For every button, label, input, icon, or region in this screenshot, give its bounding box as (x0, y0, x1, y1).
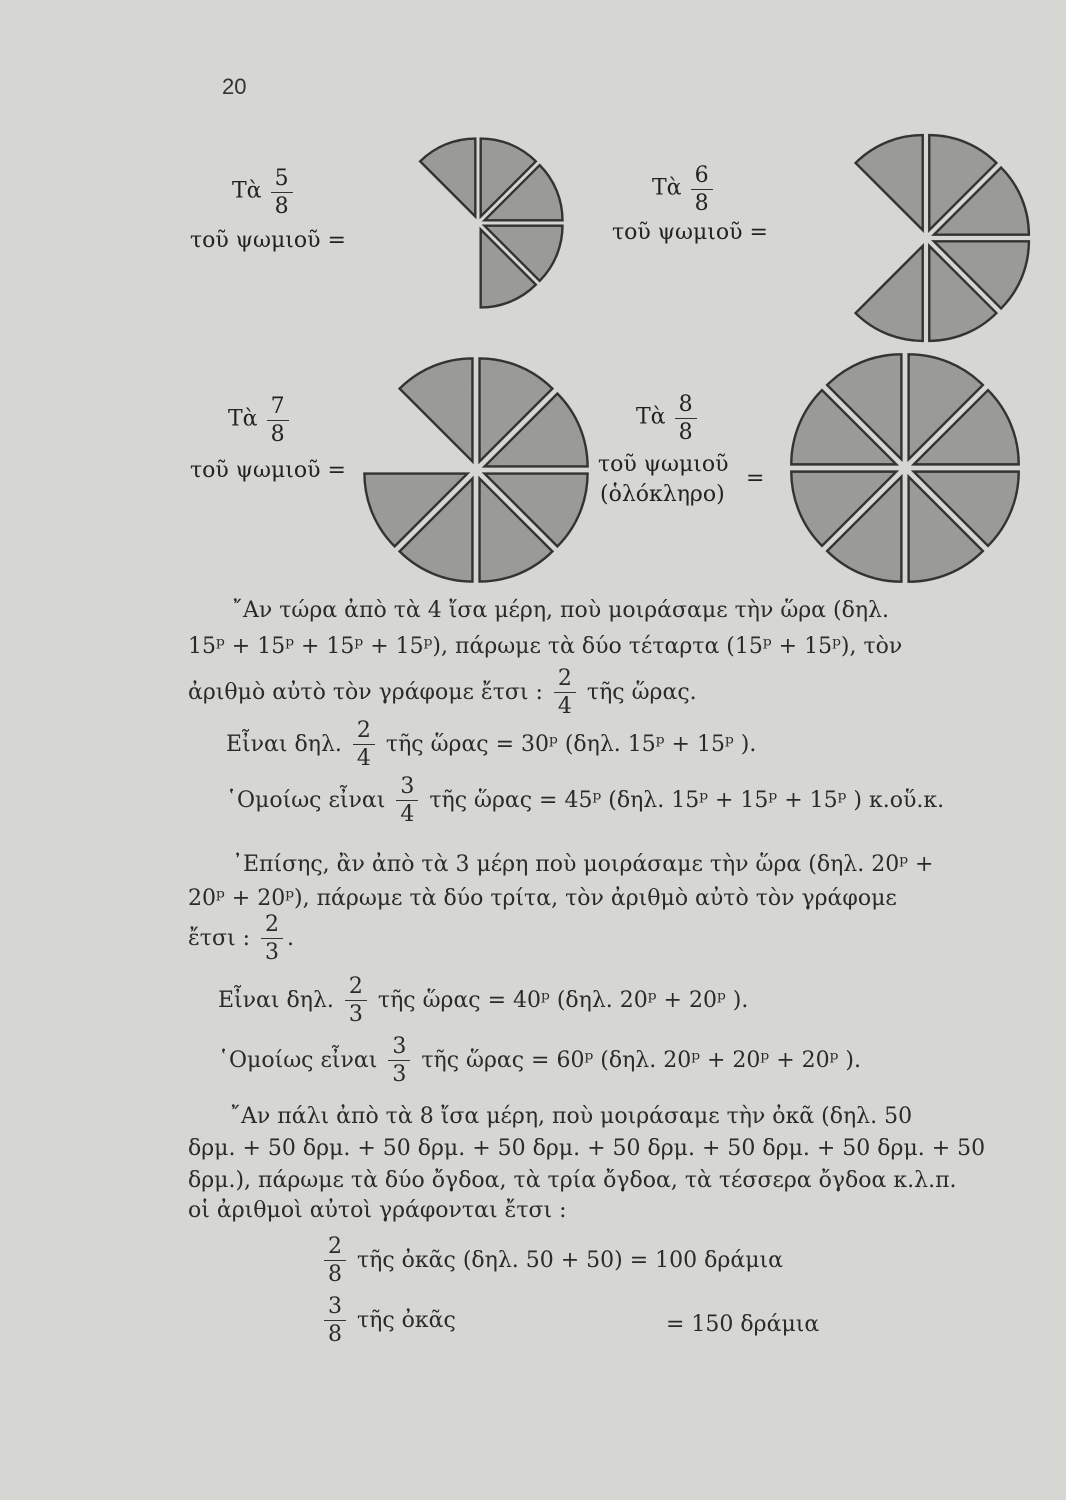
fraction-numerator: 2 (261, 914, 283, 939)
para2-line3-text: ἔτσι : (188, 926, 251, 951)
fraction-denominator: 8 (678, 420, 693, 445)
fraction (396, 776, 418, 826)
para3-line1: ῎Αν πάλι ἀπὸ τὰ 8 ἴσα μέρη, ποὺ μοιράσαμε τὴν ὀκᾶ (δηλ. 50 (230, 1104, 913, 1129)
equation-3 (218, 976, 748, 1026)
para3-line3: δρμ.), πάρωμε τὰ δύο ὄγδοα, τὰ τρία ὄγδοα, τὰ τέσσερα ὄγδοα κ.λ.π. (188, 1168, 957, 1193)
fraction-numerator: 6 (691, 165, 713, 190)
fraction-denominator: 8 (328, 1322, 342, 1347)
eq2-rest: τῆς ὥρας = 45ᵖ (δηλ. 15ᵖ + 15ᵖ + 15ᵖ ) κ.οὕ.κ. (429, 788, 945, 813)
eq1-rest: τῆς ὥρας = 30ᵖ (δηλ. 15ᵖ + 15ᵖ ). (385, 732, 757, 757)
fraction-numerator: 3 (388, 1036, 410, 1061)
caption-text: τοῦ ψωμιοῦ (190, 228, 321, 253)
fraction-numerator: 2 (353, 720, 375, 745)
eq5-rest: τῆς ὀκᾶς (δηλ. 50 + 50) = 100 δράμια (357, 1248, 783, 1273)
para2-line2: 20ᵖ + 20ᵖ), πάρωμε τὰ δύο τρίτα, τὸν ἀριθμὸ αὐτὸ τὸν γράφομε (188, 886, 897, 911)
eq2-prefix: ῾Ομοίως εἶναι (226, 788, 386, 813)
para1-line3-end: τῆς ὥρας. (586, 680, 697, 705)
caption-text-whole: (ὁλόκληρο) (600, 482, 725, 507)
fraction (345, 976, 367, 1026)
para2-line1: ᾿Επίσης, ἂν ἀπὸ τὰ 3 μέρη ποὺ μοιράσαμε τὴν ὥρα (δηλ. 20ᵖ + (232, 852, 934, 877)
eq4-rest: τῆς ὥρας = 60ᵖ (δηλ. 20ᵖ + 20ᵖ + 20ᵖ ). (421, 1048, 861, 1073)
equals-sign: = (746, 466, 765, 491)
label-ta: Τὰ (232, 178, 262, 204)
fraction-numerator: 7 (267, 396, 289, 421)
eq3-rest: τῆς ὥρας = 40ᵖ (δηλ. 20ᵖ + 20ᵖ ). (377, 988, 749, 1013)
fraction-denominator: 8 (328, 1262, 342, 1287)
para2-line3: ἔτσι : $\frac{2}{3}$ . (188, 912, 295, 965)
para1-line3 (188, 668, 697, 718)
equals-sign: = (749, 220, 768, 245)
caption-text: τοῦ ψωμιοῦ (612, 220, 743, 245)
fraction-denominator: 4 (400, 802, 415, 827)
caption-text: τοῦ ψωμιοῦ (598, 452, 729, 477)
fraction (353, 720, 375, 770)
equals-sign: = (327, 228, 346, 253)
label-ta: Τὰ (636, 404, 666, 430)
fraction-numerator: 3 (396, 776, 418, 801)
fraction-numerator: 2 (554, 668, 576, 693)
fraction-denominator: 8 (274, 194, 289, 219)
eq6-rest: τῆς ὀκᾶς (357, 1308, 456, 1333)
fraction-denominator: 4 (356, 746, 371, 771)
fraction (554, 668, 576, 718)
fraction-numerator: 5 (271, 168, 293, 193)
fraction-denominator: 3 (392, 1062, 407, 1087)
fraction-numerator: 3 (324, 1296, 346, 1321)
equation-6 (320, 1296, 456, 1346)
label-ta: Τὰ (228, 406, 258, 432)
fraction (324, 1236, 346, 1286)
fraction (324, 1296, 346, 1346)
eq4-prefix: ῾Ομοίως εἶναι (218, 1048, 378, 1073)
equation-4 (218, 1036, 861, 1086)
equals-sign: = (327, 458, 346, 483)
fraction-denominator: 3 (265, 940, 280, 965)
para3-line2: δρμ. + 50 δρμ. + 50 δρμ. + 50 δρμ. + 50 δρμ. + 50 δρμ. + 50 δρμ. + 50 (188, 1136, 986, 1161)
para1-line1: ῎Αν τώρα ἀπὸ τὰ 4 ἴσα μέρη, ποὺ μοιράσαμε τὴν ὥρα (δηλ. (232, 598, 889, 623)
fraction (388, 1036, 410, 1086)
fraction-denominator: 8 (694, 191, 709, 216)
para1-line2: 15ᵖ + 15ᵖ + 15ᵖ + 15ᵖ), πάρωμε τὰ δύο τέταρτα (15ᵖ + 15ᵖ), τὸν (188, 634, 903, 659)
fraction (261, 914, 283, 964)
fraction-denominator: 4 (557, 694, 572, 719)
equation-6-result: = 150 δράμια (666, 1312, 820, 1337)
equation-1 (226, 720, 756, 770)
para3-line4: οἱ ἀριθμοὶ αὐτοὶ γράφονται ἔτσι : (188, 1198, 567, 1223)
label-ta: Τὰ (652, 175, 682, 201)
fraction-denominator: 8 (270, 422, 285, 447)
page-number: 20 (222, 74, 247, 99)
equation-2 (226, 776, 944, 826)
fraction-numerator: 8 (675, 394, 697, 419)
equation-5 (320, 1236, 783, 1286)
fraction-numerator: 2 (345, 976, 367, 1001)
eq3-prefix: Εἶναι δηλ. (218, 988, 334, 1013)
caption-text: τοῦ ψωμιοῦ (190, 458, 321, 483)
fraction-numerator: 2 (324, 1236, 346, 1261)
eq1-prefix: Εἶναι δηλ. (226, 732, 342, 757)
fraction-denominator: 3 (348, 1002, 363, 1027)
para1-line3-text: ἀριθμὸ αὐτὸ τὸν γράφομε ἔτσι : (188, 680, 543, 705)
